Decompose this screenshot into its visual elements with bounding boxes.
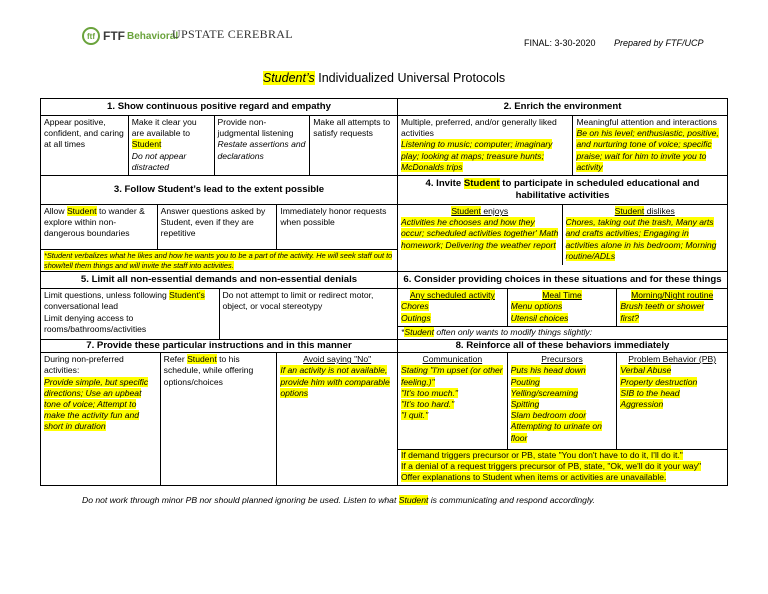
s7-c2-student: Student bbox=[187, 354, 217, 365]
s8-t2-0: Puts his head down bbox=[510, 365, 586, 376]
s8-t2-2: Yelling/screaming bbox=[510, 387, 579, 398]
s8-t3-0: Verbal Abuse bbox=[620, 365, 672, 376]
section-8-body bbox=[398, 353, 728, 486]
s8-t1-2: "It's too hard." bbox=[401, 399, 455, 409]
s5-cell-2: Do not attempt to limit or redirect motor, object, or vocal stereotypy bbox=[222, 290, 374, 312]
s4-enjoys-heading bbox=[401, 206, 559, 217]
s6-note bbox=[398, 327, 727, 338]
s8-t3-1: Property destruction bbox=[620, 376, 698, 387]
s5-cell-1 bbox=[41, 289, 220, 339]
s6-t1a: Chores bbox=[401, 301, 429, 312]
s1-c2-text: Make it clear you are available to bbox=[131, 117, 197, 139]
section-3-body bbox=[41, 205, 398, 272]
s4-heading-a: 4. Invite bbox=[425, 178, 464, 189]
s1-cell-1: Appear positive, confident, and caring at all times bbox=[41, 116, 129, 175]
s6-h1-text: Any scheduled activity bbox=[409, 290, 495, 301]
s2-c2-highlight: Be on his level; enthusiastic, positive, and nurturing tone of voice; specific praise; wait for him to invite you to activity bbox=[576, 128, 719, 172]
section-7-heading: 7. Provide these particular instructions and in this manner bbox=[41, 340, 398, 353]
title-student: Student’s bbox=[262, 71, 315, 85]
s1-c3-italic: Restate assertions and declarations bbox=[217, 139, 306, 161]
s8-h3: Problem Behavior (PB) bbox=[628, 354, 717, 365]
ftf-logo-name: FTF bbox=[103, 29, 125, 43]
prepared-by: Prepared by FTF/UCP bbox=[614, 38, 704, 48]
s7-c2-a: Refer bbox=[163, 354, 188, 365]
s4-dislikes-heading bbox=[566, 206, 725, 217]
s3-c1-c: to wander & explore within non-dangerous boundaries bbox=[44, 206, 145, 239]
s4-enjoys-label: enjoys bbox=[480, 206, 509, 216]
s4-enjoys bbox=[398, 205, 563, 265]
s4-heading-c: to participate in scheduled educational and habilitative activities bbox=[499, 178, 700, 201]
ftf-logo bbox=[82, 27, 178, 45]
protocol-table bbox=[40, 98, 728, 486]
s5-c1-c: conversational lead bbox=[44, 301, 119, 312]
s4-dislikes-student: Student bbox=[614, 206, 645, 216]
section-2-heading: 2. Enrich the environment bbox=[398, 99, 728, 116]
s6-h3 bbox=[620, 290, 724, 301]
s6-h2 bbox=[511, 290, 614, 301]
section-1-body bbox=[41, 116, 398, 176]
s6-h3-text: Morning/Night routine bbox=[631, 290, 714, 301]
section-4-heading bbox=[398, 176, 728, 205]
s4-dislikes-text: Chores, taking out the trash, Many arts and crafts activities; Engaging in activities alone in his bedroom; Morning routine/ADLs bbox=[565, 217, 717, 261]
s6-cell-1 bbox=[398, 289, 508, 326]
s2-c2-text: Meaningful attention and interactions bbox=[576, 117, 717, 127]
s8-precursors bbox=[508, 353, 618, 449]
section-4-body bbox=[398, 205, 728, 272]
s7-cell-2 bbox=[161, 353, 278, 485]
s8-t2-1: Pouting bbox=[510, 376, 540, 387]
ucp-logo: UPSTATE CEREBRAL bbox=[172, 27, 293, 41]
s8-h2: Precursors bbox=[541, 354, 583, 365]
s1-cell-4: Make all attempts to satisfy requests bbox=[313, 117, 391, 139]
s6-t2b: Utensil choices bbox=[510, 312, 569, 323]
s3-c1-a: Allow bbox=[44, 206, 67, 216]
s1-c2-student: Student bbox=[131, 139, 162, 150]
s1-cell-2 bbox=[129, 116, 215, 175]
s7-c1-highlight: Provide simple, but specific directions; Use an upbeat tone of voice; Attempt to make the activity fun and short in duration bbox=[44, 376, 149, 432]
s7-c3-text: If an activity is not available, provide him with comparable options bbox=[280, 365, 390, 398]
s5-c1-a: Limit questions, unless following bbox=[44, 290, 170, 301]
s8-h1: Communication bbox=[422, 354, 483, 365]
page-title bbox=[0, 71, 768, 85]
s6-t2a: Menu options bbox=[510, 301, 563, 312]
section-3-heading: 3. Follow Student’s lead to the extent possible bbox=[41, 176, 398, 205]
footer-note bbox=[82, 495, 595, 505]
s6-t3: Brush teeth or shower first? bbox=[620, 301, 705, 323]
s6-h2-text: Meal Time bbox=[542, 290, 582, 301]
s1-c2-italic: Do not appear distracted bbox=[131, 150, 187, 172]
s6-t1b: Outings bbox=[401, 312, 431, 323]
s4-enjoys-student: Student bbox=[451, 206, 481, 216]
s5-c1-d: Limit denying access to rooms/bathrooms/activities bbox=[44, 312, 147, 334]
section-7-body bbox=[41, 353, 398, 486]
s6-note-a: * bbox=[401, 327, 405, 338]
s8-t1-1: "It's too much." bbox=[401, 387, 458, 398]
s5-c1-student: Student’s bbox=[169, 290, 205, 301]
s4-enjoys-text: Activities he chooses and how they occur; scheduled activities together' Math homework; Delivering the weather report bbox=[401, 217, 559, 250]
section-2-body bbox=[398, 116, 728, 176]
s8-notes bbox=[398, 450, 727, 483]
s3-cell-2: Answer questions asked by Student, even if they are repetitive bbox=[158, 205, 278, 249]
s4-dislikes-label: dislikes bbox=[644, 206, 675, 216]
s2-c1-text: Multiple, preferred, and/or generally liked activities bbox=[401, 117, 557, 139]
s2-c1-highlight: Listening to music; computer; imaginary play; looking at maps; treasure hunts; McDonalds trips bbox=[401, 139, 553, 172]
s8-communication bbox=[398, 353, 508, 449]
final-date: FINAL: 3-30-2020 bbox=[524, 38, 596, 48]
s3-note-text: *Student verbalizes what he likes and how he wants you to be a part of the activity. He will seek staff out to show/tell them things and will invite the staff into activities. bbox=[44, 251, 393, 270]
s7-c2-c: to his schedule, while offering options/choices bbox=[163, 354, 254, 387]
s7-cell-1 bbox=[41, 353, 161, 485]
s4-dislikes bbox=[563, 205, 728, 265]
s7-cell-3 bbox=[277, 353, 397, 485]
s8-t2-3: Spitting bbox=[510, 399, 540, 409]
ftf-logo-subname: Behavioral bbox=[127, 30, 179, 42]
s8-t3-2: SIB to the head bbox=[620, 387, 680, 398]
s8-note-3: Offer explanations to Student when items or activities are unavailable. bbox=[401, 472, 667, 483]
footer-a: Do not work through minor PB nor should planned ignoring be used. Listen to what bbox=[82, 495, 399, 505]
s1-cell-3 bbox=[215, 116, 311, 175]
section-6-body bbox=[398, 289, 728, 340]
footer-c: is communicating and respond accordingly. bbox=[428, 495, 595, 505]
section-6-heading: 6. Consider providing choices in these situations and for these things bbox=[398, 272, 728, 289]
s8-note-2: If a denial of a request triggers precursor of PB, state, "Ok, we'll do it your way" bbox=[401, 461, 702, 472]
s4-heading-student: Student bbox=[463, 178, 500, 189]
s6-cell-3 bbox=[617, 289, 727, 326]
s8-problem-behavior bbox=[617, 353, 727, 449]
ftf-badge-icon: ftf bbox=[82, 27, 100, 45]
page-header bbox=[0, 0, 768, 70]
s2-cell-1 bbox=[398, 116, 573, 175]
s3-c1-student: Student bbox=[66, 206, 97, 216]
title-rest: Individualized Universal Protocols bbox=[314, 71, 506, 85]
s8-t3-3: Aggression bbox=[620, 399, 664, 409]
s2-cell-2 bbox=[573, 116, 727, 175]
section-1-heading: 1. Show continuous positive regard and empathy bbox=[41, 99, 398, 116]
s8-t2-4: Slam bedroom door bbox=[510, 410, 587, 421]
s3-cell-3: Immediately honor requests when possible bbox=[280, 206, 387, 228]
s7-c1-text: During non-preferred activities: bbox=[44, 354, 124, 376]
s8-t2-5: Attempting to urinate on floor bbox=[510, 421, 602, 443]
s1-c3-text: Provide non-judgmental listening bbox=[217, 117, 294, 139]
section-5-heading: 5. Limit all non-essential demands and non-essential denials bbox=[41, 272, 398, 289]
section-5-body bbox=[41, 289, 398, 340]
s6-note-student: Student bbox=[404, 327, 434, 338]
s7-c3-heading: Avoid saying "No" bbox=[303, 354, 372, 365]
s6-note-c: often only wants to modify things slightly: bbox=[433, 327, 593, 338]
s8-note-1: If demand triggers precursor or PB, state "You don't have to do it, I'll do it." bbox=[401, 450, 683, 461]
s6-cell-2 bbox=[508, 289, 618, 326]
s6-h1 bbox=[401, 290, 504, 301]
s8-t1-0: Stating "I'm upset (or other feeling.)" bbox=[401, 365, 503, 387]
s3-note bbox=[41, 250, 397, 271]
footer-student: Student bbox=[398, 495, 429, 505]
s8-t1-3: "I quit." bbox=[401, 410, 429, 421]
s3-cell-1 bbox=[41, 205, 158, 249]
section-8-heading: 8. Reinforce all of these behaviors immediately bbox=[398, 340, 728, 353]
